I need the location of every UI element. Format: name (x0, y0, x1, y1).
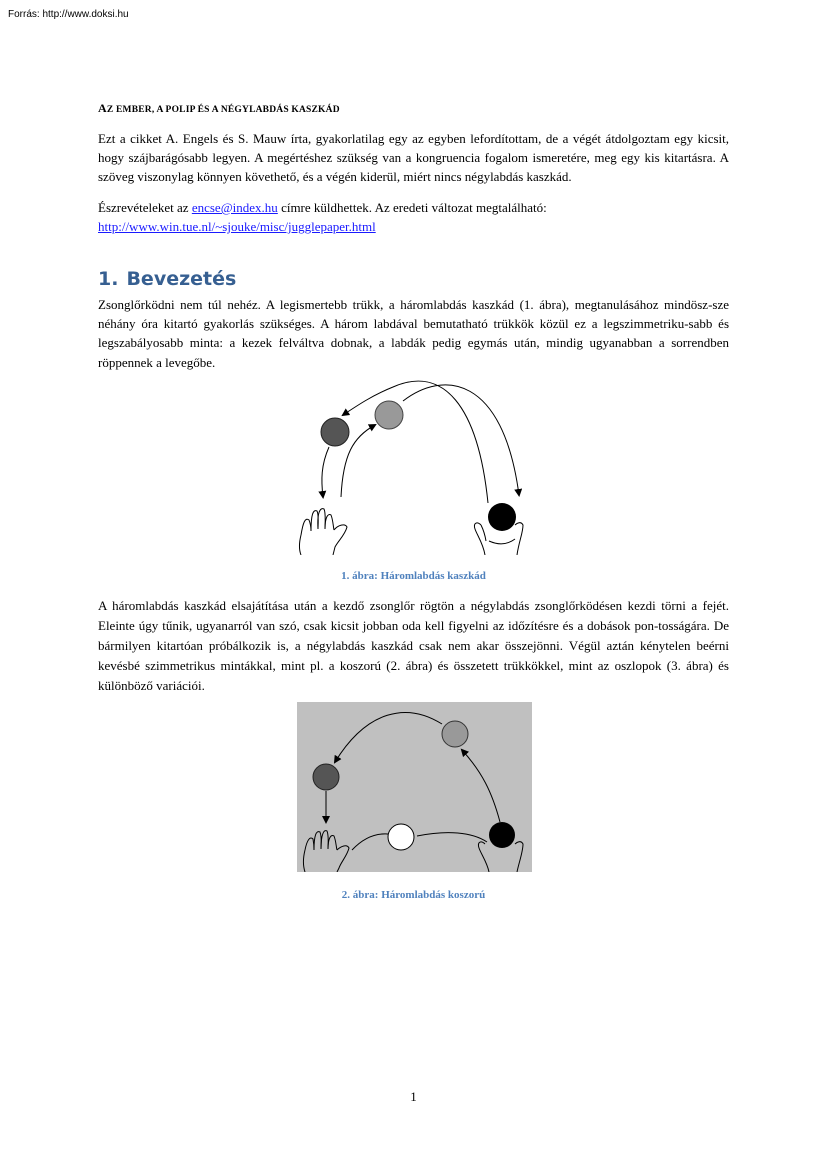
throw-arc-right-to-left (343, 381, 488, 503)
ball-light (375, 401, 403, 429)
source-label: Forrás: http://www.doksi.hu (8, 9, 129, 20)
figure-1-cascade (293, 375, 533, 555)
email-link[interactable]: encse@index.hu (191, 200, 278, 215)
ball-black (488, 503, 516, 531)
intro-paragraph: Ezt a cikket A. Engels és S. Mauw írta, gyakorlatilag egy az egyben lefordítottam, de a végét átdolgoztam egy kicsit, hogy szájbarágósabb legyen. A megértéshez szükség van a kongruencia fogalom ismeretére, meg egy kis kitartásra. A szöveg viszonylag könnyen követhető, és a végén kiderül, miért nincs négylabdás kaszkád. (98, 131, 729, 184)
left-hand-icon (300, 509, 348, 555)
title-rest: Z EMBER, A POLIP ÉS A NÉGYLABDÁS KASZKÁD (106, 105, 340, 115)
section-heading (98, 268, 236, 290)
ball-dark (321, 418, 349, 446)
ball-black (489, 822, 515, 848)
figure-2-wreath (297, 702, 532, 872)
document-title (98, 101, 340, 116)
section-title: Bevezetés (126, 268, 237, 290)
source-url-link[interactable]: http://www.win.tue.nl/~sjouke/misc/jugglepaper.html (98, 219, 376, 234)
ball-light (442, 721, 468, 747)
contact-paragraph (98, 198, 729, 236)
throw-arc-top-to-right (403, 385, 519, 495)
title-initial: A (98, 101, 107, 115)
paragraph-1: Zsonglőrködni nem túl nehéz. A legismertebb trükk, a háromlabdás kaszkád (1. ábra), megtanulásához mindösz-sze néhány óra kitartó gyakorlás szükséges. A három labdával bemutatható trükkök közül ez a legszimmetriku-sabb és legszabályosabb minta: a kezek felváltva dobnak, a labdák pedig egymás után, mindig ugyanabban a sorrendben röppennek a levegőbe. (98, 297, 729, 370)
contact-after: címre küldhettek. Az eredeti változat megtalálható: (277, 200, 547, 215)
ball-white (388, 824, 414, 850)
page-number: 1 (410, 1089, 417, 1104)
ball-dark (313, 764, 339, 790)
figure-1-caption: 1. ábra: Háromlabdás kaszkád (341, 570, 486, 582)
section-number: 1. (98, 268, 119, 290)
drop-arc-left (322, 447, 329, 497)
figure-2-caption: 2. ábra: Háromlabdás koszorú (341, 889, 486, 901)
contact-before: Észrevételeket az (98, 200, 192, 215)
paragraph-2: A háromlabdás kaszkád elsajátítása után a kezdő zsonglőr rögtön a négylabdás zsonglőrködésen kezdi törni a fejét. Eleinte úgy tűnik, ugyanarról van szó, csak kicsit jobban oda kell figyelni az időzítésre és a dobások pon-tosságára. De bármilyen kitartóan próbálkozik is, a négylabdás kaszkád csak nem akar összejönni. Végül aztán kénytelen beérni kevésbé szimmetrikus mintákkal, mint pl. a koszorú (2. ábra) és összetett trükkökkel, mint az oszlopok (3. ábra) és különböző variációi. (98, 598, 729, 693)
